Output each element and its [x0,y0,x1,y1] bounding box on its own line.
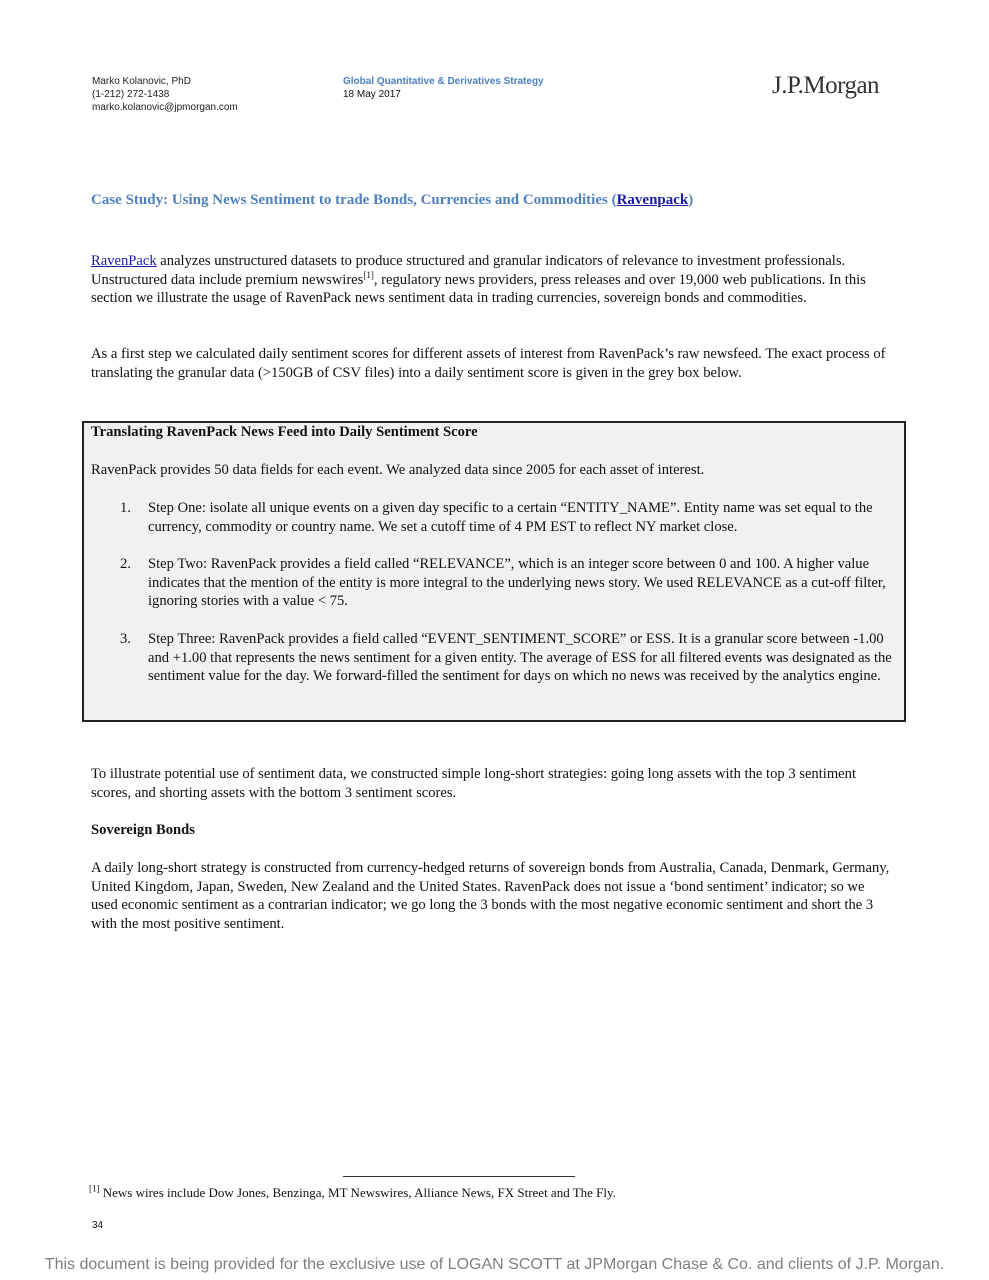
intro-text-b: , regulatory news providers, press releases and over 19,000 web publications. In this section we illustrate the usage of RavenPack news sentiment data in trading currencies, sovereign bonds and commodities. [91,271,866,307]
footnote-divider [343,1176,575,1177]
report-date: 18 May 2017 [343,89,401,100]
department-name: Global Quantitative & Derivatives Strategy [343,76,544,87]
footnote-ref[interactable]: [1] [363,269,374,280]
box-intro: RavenPack provides 50 data fields for each event. We analyzed data since 2005 for each asset of interest. [91,462,705,478]
author-phone: (1-212) 272-1438 [92,89,170,100]
intro-paragraph-2: As a first step we calculated daily sentiment scores for different assets of interest from RavenPack’s raw newsfeed. The exact process of translating the granular data (>150GB of CSV files) into a daily sentiment score is given in the grey box below. [91,346,886,381]
step-2-text: Step Two: RavenPack provides a field called “RELEVANCE”, which is an integer score between 0 and 100. A higher value indicates that the mention of the entity is more integral to the underlying news story. We used RELEVANCE as a cut-off filter, ignoring stories with a value < 75. [148,556,886,610]
jpmorgan-logo: J.P.Morgan [772,72,880,99]
distribution-disclaimer: This document is being provided for the exclusive use of LOGAN SCOTT at JPMorgan Chase & Co. and clients of J.P. Morgan. [44,1256,945,1273]
step-3-number: 3. [120,631,131,647]
intro-text-a: analyzes unstructured datasets to produce structured and granular indicators of relevance to investment professionals. Unstructured data include premium newswires [91,253,846,288]
report-info [343,75,544,101]
page-number: 34 [92,1220,104,1231]
sovereign-bonds-paragraph: A daily long-short strategy is constructed from currency-hedged returns of sovereign bonds from Australia, Canada, Denmark, Germany, United Kingdom, Japan, Sweden, New Zealand and the United States. RavenPack does not issue a ‘bond sentiment’ indicator; so we used economic sentiment as a contrarian indicator; we go long the 3 bonds with the most negative economic sentiment and short the 3 with the most positive sentiment. [91,860,890,933]
ravenpack-title-link[interactable]: Ravenpack [616,192,689,208]
case-study-title [91,192,693,209]
step-1-number: 1. [120,500,131,516]
footnote-mark: [1] [89,1183,100,1194]
step-2-number: 2. [120,556,131,572]
author-name: Marko Kolanovic, PhD [92,76,191,87]
author-block [92,75,238,114]
box-title: Translating RavenPack News Feed into Daily Sentiment Score [91,424,478,440]
intro-paragraph-1 [91,252,891,308]
strategy-paragraph: To illustrate potential use of sentiment data, we constructed simple long-short strategies: going long assets with the top 3 sentiment scores, and shorting assets with the bottom 3 sentiment scores. [91,766,857,801]
step-3-text: Step Three: RavenPack provides a field called “EVENT_SENTIMENT_SCORE” or ESS. It is a granular score between -1.00 and +1.00 that represents the news sentiment for a given entity. The average of ESS for all filtered events was designated as the sentiment value for the day. We forward-filled the sentiment for days on which no news was received by the analytics engine. [148,631,892,685]
ravenpack-link[interactable]: RavenPack [91,253,157,269]
step-1-text: Step One: isolate all unique events on a given day specific to a certain “ENTITY_NAME”. Entity name was set equal to the currency, commodity or country name. We set a cutoff time of 4 PM EST to reflect NY market close. [148,500,873,535]
footnote-text: News wires include Dow Jones, Benzinga, MT Newswires, Alliance News, FX Street and The Fly. [99,1185,616,1200]
title-suffix: ) [688,192,694,208]
footnote [89,1185,616,1201]
sovereign-bonds-heading: Sovereign Bonds [91,822,195,838]
author-email: marko.kolanovic@jpmorgan.com [92,102,238,113]
title-prefix: Case Study: Using News Sentiment to trade Bonds, Currencies and Commodities ( [91,192,617,208]
